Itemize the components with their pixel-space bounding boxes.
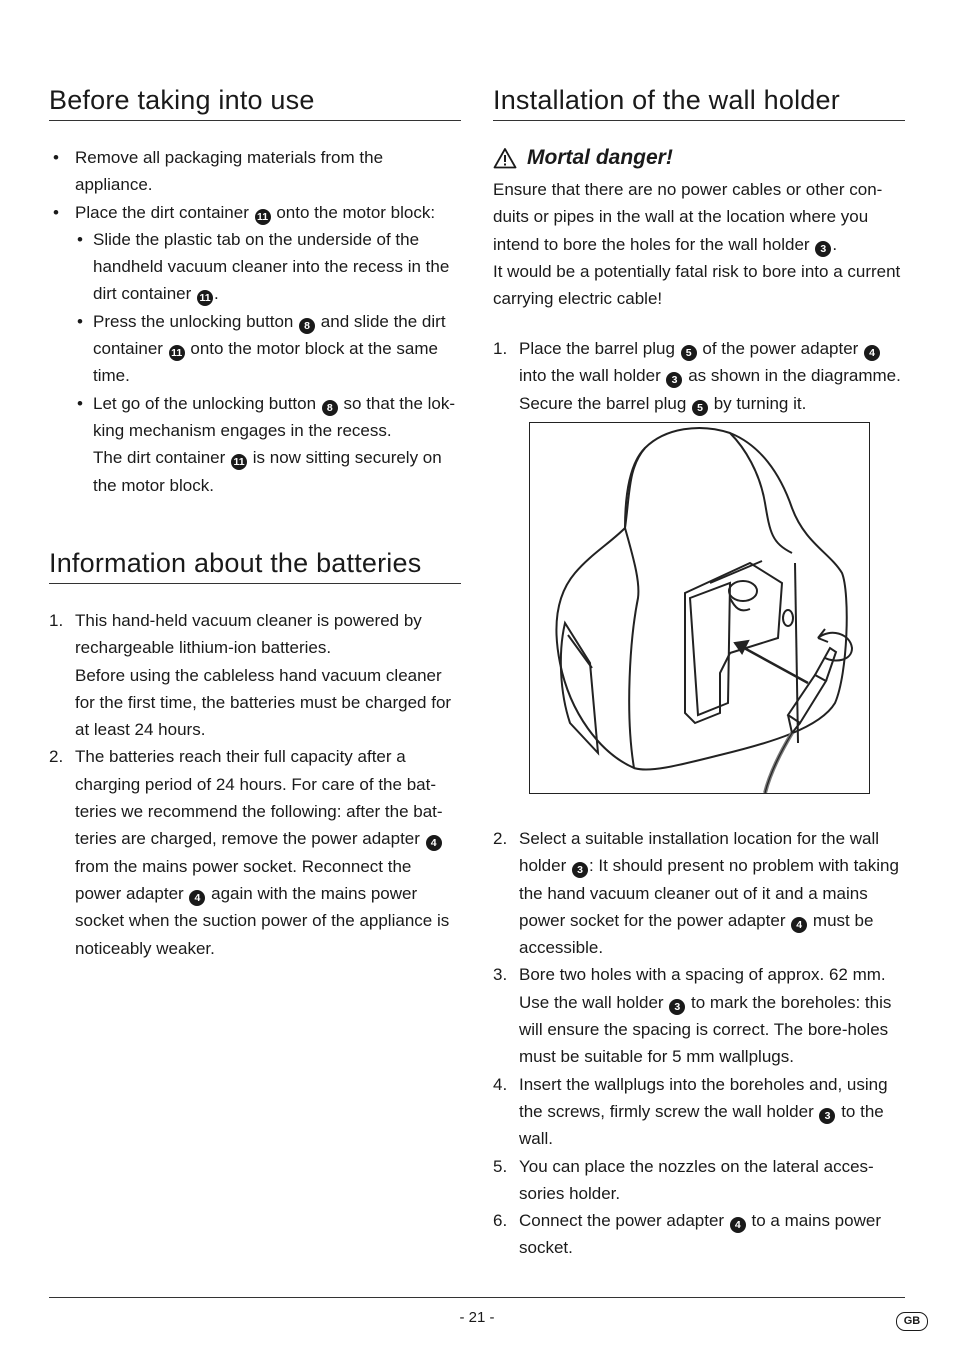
heading-batteries: Information about the batteries [49,547,461,584]
heading-wall-holder: Installation of the wall holder [493,84,905,121]
wall-holder-diagram [529,422,870,794]
sub-list-item: • Slide the plastic tab on the underside of the handheld vacuum cleaner into the recess in the dirt container 11 . [77,229,450,305]
ref-number-badge: 4 [426,835,442,851]
ref-number-badge: 3 [669,999,685,1015]
sub-list-continuation: The dirt container 11 is now sitting securely on the motor block. [93,448,442,495]
ref-number-badge: 8 [299,318,315,334]
batteries-list [49,607,461,962]
list-item: 2. Select a suitable installation location for the wall holder 3 : It should present no problem with taking the hand vacuum cleaner out of it and a mains power socket for the power adapter 4 must be accessible. [493,829,899,958]
heading-before-use: Before taking into use [49,84,461,121]
list-item: 2. The batteries reach their full capacity after a charging period of 24 hours. For care of the bat-teries we recommend the following: after the bat-teries are charged, remove the power adapter 4 from the mains power socket. Reconnect the power adapter 4 again with the mains power socket when the suction power of the appliance is noticeably weaker. [49,747,450,958]
ref-number-badge: 4 [864,345,880,361]
ref-number-badge: 11 [169,345,185,361]
ref-number-badge: 4 [189,890,205,906]
ref-number-badge: 3 [815,241,831,257]
ref-number-badge: 11 [231,454,247,470]
ref-number-badge: 4 [730,1217,746,1233]
sub-list-item: • Let go of the unlocking button 8 so that the lok-king mechanism engages in the recess. [77,393,456,440]
list-item: 1. This hand-held vacuum cleaner is powered by rechargeable lithium-ion batteries. Before using the cableless hand vacuum cleaner for the first time, the batteries must be charged for at least 24 hours. [49,611,452,740]
ref-number-badge: 11 [255,209,271,225]
ref-number-badge: 3 [819,1108,835,1124]
danger-heading: Mortal danger! [493,146,673,170]
language-badge: GB [896,1312,928,1331]
list-item: 4. Insert the wallplugs into the boreholes and, using the screws, firmly screw the wall holder 3 to the wall. [493,1074,888,1149]
list-item: • Place the dirt container 11 onto the motor block: [53,202,436,223]
ref-number-badge: 3 [666,372,682,388]
steps-2-6 [493,825,905,1262]
sub-list-item: • Press the unlocking button 8 and slide the dirt container 11 onto the motor block at the same time. [77,311,446,386]
warning-text: Ensure that there are no power cables or other con-duits or pipes in the wall at the location where you intend to bore the holes for the wall holder 3 . It would be a potentially fatal risk to bore into a current carrying electric cable! [493,180,901,309]
list-item: • Remove all packaging materials from the appliance. [53,148,384,195]
before-use-list [49,144,461,499]
page-number: - 21 - [459,1309,495,1326]
list-item: 6. Connect the power adapter 4 to a mains power socket. [493,1211,881,1258]
list-item: 3. Bore two holes with a spacing of approx. 62 mm. Use the wall holder 3 to mark the boreholes: this will ensure the spacing is correct. The bore-holes must be suitable for 5 mm wallplugs. [493,965,892,1067]
ref-number-badge: 5 [692,400,708,416]
footer-divider [49,1297,905,1298]
list-item: 5. You can place the nozzles on the lateral acces-sories holder. [493,1156,874,1203]
wall-holder-illustration [530,423,869,793]
ref-number-badge: 8 [322,400,338,416]
ref-number-badge: 3 [572,862,588,878]
warning-icon [493,147,517,169]
step-1: 1. Place the barrel plug 5 of the power adapter 4 into the wall holder 3 as shown in the diagramme. Secure the barrel plug 5 by turning it. [493,339,901,414]
ref-number-badge: 11 [197,290,213,306]
ref-number-badge: 4 [791,917,807,933]
ref-number-badge: 5 [681,345,697,361]
